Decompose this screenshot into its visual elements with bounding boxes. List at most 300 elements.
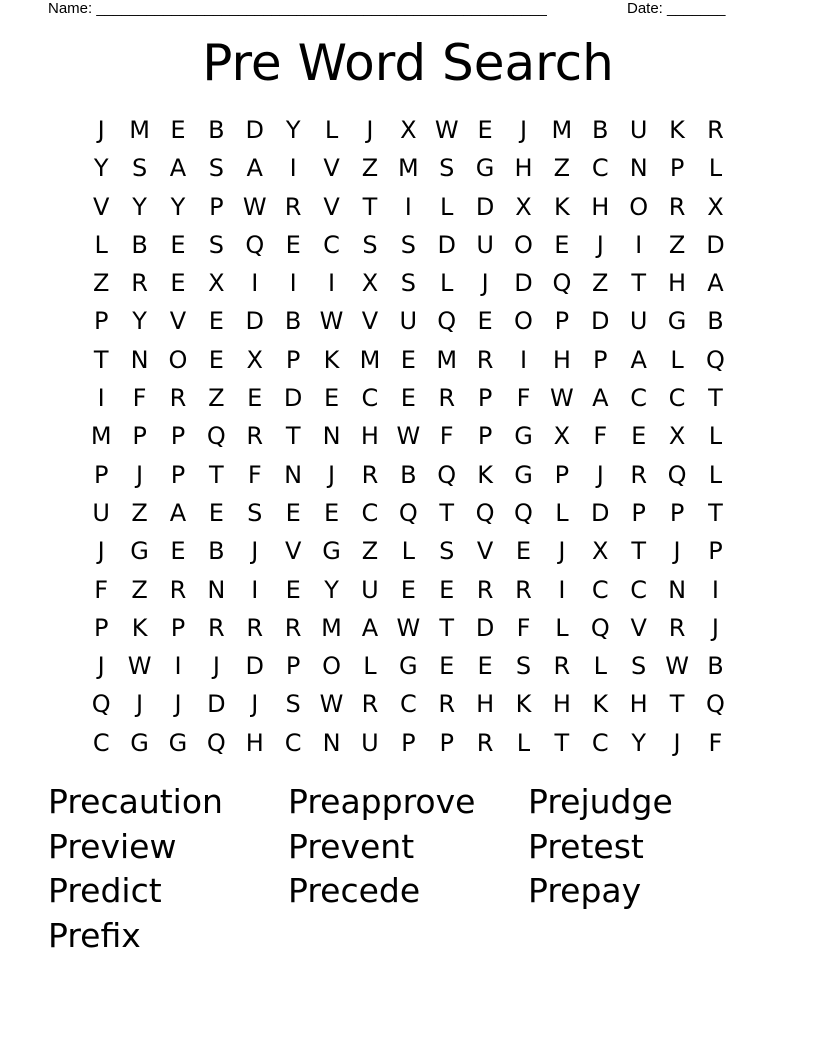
word-list-item: Prefix <box>48 915 141 955</box>
grid-cell: I <box>97 384 105 413</box>
grid-cell: N <box>629 154 648 183</box>
grid-cell: U <box>476 230 494 259</box>
grid-cell: H <box>476 690 495 719</box>
grid-cell: U <box>361 728 379 757</box>
grid-cell: J <box>97 652 105 681</box>
name-field-label: Name: ______________________________________________________ <box>48 0 547 17</box>
grid-cell: K <box>515 690 532 719</box>
grid-cell: Q <box>590 613 610 642</box>
grid-cell: S <box>208 154 224 183</box>
grid-cell: S <box>515 652 532 681</box>
grid-cell: E <box>208 307 224 336</box>
grid-cell: Z <box>131 575 148 604</box>
grid-cell: E <box>631 422 647 451</box>
grid-cell: D <box>591 307 610 336</box>
grid-cell: T <box>554 728 570 757</box>
grid-cell: P <box>554 460 570 489</box>
grid-cell: L <box>670 345 684 374</box>
grid-cell: A <box>361 613 379 642</box>
grid-cell: I <box>558 575 566 604</box>
grid-cell: I <box>635 230 643 259</box>
grid-cell: V <box>284 537 302 566</box>
grid-cell: T <box>209 460 224 489</box>
grid-cell: F <box>132 384 147 413</box>
grid-cell: H <box>360 422 379 451</box>
grid-cell: K <box>131 613 148 642</box>
grid-cell: M <box>321 613 342 642</box>
grid-cell: N <box>130 345 149 374</box>
grid-cell: L <box>440 192 454 221</box>
grid-cell: W <box>665 652 689 681</box>
grid-cell: A <box>630 345 647 374</box>
grid-cell: D <box>207 690 226 719</box>
grid-cell: H <box>591 192 610 221</box>
grid-cell: R <box>515 575 532 604</box>
grid-cell: F <box>94 575 109 604</box>
grid-cell: P <box>209 192 224 221</box>
grid-cell: Q <box>91 690 111 719</box>
grid-cell: R <box>169 384 187 413</box>
grid-cell: I <box>251 575 259 604</box>
grid-cell: X <box>668 422 686 451</box>
grid-cell: S <box>247 498 263 527</box>
grid-cell: G <box>514 422 533 451</box>
grid-cell: J <box>596 460 604 489</box>
grid-cell: N <box>207 575 226 604</box>
grid-cell: Z <box>668 230 686 259</box>
grid-cell: T <box>631 269 646 298</box>
grid-cell: I <box>404 192 412 221</box>
grid-cell: U <box>399 307 418 336</box>
grid-cell: Z <box>131 498 148 527</box>
grid-cell: V <box>323 154 340 183</box>
grid-cell: Z <box>592 269 609 298</box>
grid-cell: R <box>668 613 686 642</box>
grid-cell: L <box>363 652 377 681</box>
grid-cell: J <box>174 690 182 719</box>
grid-cell: D <box>475 613 495 642</box>
grid-cell: R <box>169 575 187 604</box>
grid-cell: E <box>554 230 570 259</box>
grid-cell: N <box>668 575 687 604</box>
grid-cell: D <box>283 384 303 413</box>
grid-cell: H <box>245 728 264 757</box>
grid-cell: L <box>708 154 723 183</box>
grid-cell: W <box>550 384 574 413</box>
grid-cell: G <box>399 652 418 681</box>
grid-cell: Q <box>475 498 495 527</box>
grid-cell: E <box>439 652 455 681</box>
grid-cell: G <box>667 307 687 336</box>
grid-cell: M <box>90 422 112 451</box>
grid-cell: Z <box>92 269 110 298</box>
grid-cell: Y <box>324 575 339 604</box>
grid-cell: X <box>592 537 609 566</box>
grid-cell: T <box>439 498 455 527</box>
grid-cell: P <box>631 498 646 527</box>
grid-cell: R <box>476 345 494 374</box>
grid-cell: J <box>558 537 566 566</box>
grid-cell: F <box>593 422 608 451</box>
grid-cell: C <box>591 575 609 604</box>
grid-cell: S <box>400 269 416 298</box>
grid-cell: C <box>361 498 379 527</box>
grid-cell: N <box>322 728 341 757</box>
grid-cell: H <box>552 690 571 719</box>
grid-cell: Y <box>132 192 147 221</box>
grid-cell: Q <box>245 230 265 259</box>
grid-cell: X <box>361 269 379 298</box>
grid-cell: P <box>708 537 723 566</box>
grid-cell: P <box>554 307 570 336</box>
grid-cell: R <box>438 384 456 413</box>
grid-cell: E <box>170 537 186 566</box>
grid-cell: L <box>708 422 723 451</box>
grid-cell: G <box>168 728 188 757</box>
grid-cell: X <box>515 192 532 221</box>
grid-cell: P <box>285 652 301 681</box>
grid-cell: B <box>131 230 148 259</box>
grid-cell: D <box>706 230 725 259</box>
grid-cell: R <box>438 690 456 719</box>
grid-cell: E <box>477 116 493 144</box>
grid-cell: R <box>284 192 302 221</box>
grid-cell: K <box>669 116 685 144</box>
grid-cell: Q <box>514 498 533 527</box>
grid-cell: L <box>593 652 607 681</box>
grid-cell: U <box>629 116 648 144</box>
grid-cell: S <box>400 230 416 259</box>
grid-cell: N <box>284 460 303 489</box>
grid-cell: F <box>708 728 723 757</box>
grid-cell: C <box>668 384 686 413</box>
grid-cell: T <box>631 537 646 566</box>
word-list-item: Preapprove <box>288 782 476 821</box>
grid-cell: T <box>669 690 685 719</box>
grid-cell: C <box>399 690 417 719</box>
grid-cell: P <box>439 728 454 757</box>
grid-cell: J <box>519 116 528 144</box>
grid-cell: W <box>242 192 267 221</box>
grid-cell: J <box>251 537 259 566</box>
grid-cell: M <box>129 116 150 144</box>
grid-cell: Q <box>552 269 572 298</box>
grid-cell: L <box>440 269 454 298</box>
grid-cell: A <box>592 384 609 413</box>
word-list <box>48 780 768 958</box>
grid-cell: R <box>553 652 571 681</box>
grid-cell: U <box>629 307 648 336</box>
grid-cell: D <box>514 269 533 298</box>
grid-cell: J <box>136 460 144 489</box>
grid-cell: R <box>284 613 302 642</box>
grid-cell: C <box>361 384 379 413</box>
grid-cell: Q <box>706 345 725 374</box>
header-line <box>48 0 748 20</box>
grid-cell: D <box>245 116 264 144</box>
page-title: Pre Word Search <box>202 34 614 92</box>
grid-cell: L <box>516 728 531 757</box>
grid-cell: O <box>322 652 341 681</box>
grid-cell: P <box>477 422 493 451</box>
grid-cell: S <box>439 154 455 183</box>
grid-cell: E <box>208 345 224 374</box>
grid-cell: R <box>630 460 647 489</box>
grid-cell: E <box>285 575 301 604</box>
grid-cell: Q <box>206 422 226 451</box>
grid-cell: P <box>669 154 685 183</box>
grid-cell: S <box>208 230 224 259</box>
grid-cell: R <box>361 460 379 489</box>
grid-cell: Q <box>667 460 687 489</box>
grid-cell: Z <box>361 154 379 183</box>
grid-cell: H <box>629 690 648 719</box>
grid-cell: Y <box>132 307 147 336</box>
grid-cell: E <box>439 575 455 604</box>
word-list-item: Precaution <box>48 782 223 821</box>
grid-cell: S <box>439 537 455 566</box>
grid-cell: J <box>97 537 105 566</box>
grid-cell: P <box>93 307 109 336</box>
grid-cell: G <box>475 154 495 183</box>
grid-cell: Z <box>208 384 225 413</box>
grid-cell: K <box>592 690 609 719</box>
grid-cell: V <box>361 307 379 336</box>
grid-cell: Y <box>631 728 646 757</box>
word-list-item: Prepay <box>528 871 642 910</box>
word-list-item: Prejudge <box>528 782 673 821</box>
grid-cell: J <box>673 728 681 757</box>
grid-cell: G <box>514 460 533 489</box>
grid-cell: C <box>630 384 648 413</box>
grid-cell: Q <box>437 307 457 336</box>
grid-cell: P <box>170 422 186 451</box>
grid-cell: W <box>127 652 152 681</box>
grid-cell: E <box>400 384 416 413</box>
grid-cell: L <box>708 460 723 489</box>
grid-cell: H <box>668 269 687 298</box>
grid-cell: J <box>673 537 681 566</box>
grid-cell: D <box>591 498 610 527</box>
grid-cell: T <box>708 384 723 413</box>
grid-cell: E <box>477 307 493 336</box>
grid-cell: P <box>285 345 301 374</box>
grid-cell: A <box>707 269 724 298</box>
grid-cell: P <box>93 613 109 642</box>
grid-cell: J <box>97 116 105 144</box>
grid-cell: N <box>322 422 341 451</box>
grid-cell: O <box>514 307 533 336</box>
grid-cell: V <box>92 192 110 221</box>
grid-cell: I <box>174 652 182 681</box>
grid-cell: B <box>707 652 724 681</box>
word-list-item: Precede <box>288 871 421 910</box>
grid-cell: L <box>401 537 415 566</box>
grid-cell: R <box>246 613 264 642</box>
grid-cell: Y <box>93 154 109 183</box>
grid-cell: T <box>93 345 109 374</box>
grid-cell: W <box>396 422 421 451</box>
grid-cell: I <box>289 154 297 183</box>
grid-cell: Q <box>398 498 418 527</box>
grid-cell: X <box>400 116 417 144</box>
grid-cell: C <box>284 728 302 757</box>
grid-cell: B <box>707 307 724 336</box>
grid-cell: E <box>247 384 263 413</box>
grid-cell: X <box>246 345 263 374</box>
grid-cell: W <box>396 613 421 642</box>
word-list-item: Predict <box>48 871 162 910</box>
grid-cell: R <box>668 192 686 221</box>
grid-cell: A <box>246 154 263 183</box>
grid-cell: R <box>361 690 379 719</box>
grid-cell: E <box>515 537 532 566</box>
grid-cell: D <box>475 192 495 221</box>
grid-cell: J <box>251 690 259 719</box>
grid-cell: I <box>289 269 297 298</box>
grid-cell: S <box>631 652 647 681</box>
grid-cell: J <box>711 613 719 642</box>
grid-cell: Y <box>170 192 186 221</box>
grid-cell: A <box>169 154 187 183</box>
grid-cell: J <box>481 269 489 298</box>
grid-cell: P <box>132 422 147 451</box>
grid-cell: F <box>516 384 531 413</box>
grid-cell: I <box>251 269 259 298</box>
grid-cell: P <box>170 460 186 489</box>
grid-cell: P <box>401 728 416 757</box>
grid-cell: M <box>436 345 458 374</box>
grid-cell: D <box>245 652 264 681</box>
grid-cell: B <box>208 116 225 144</box>
grid-cell: E <box>323 384 340 413</box>
grid-cell: K <box>554 192 570 221</box>
grid-cell: T <box>439 613 455 642</box>
grid-cell: W <box>319 690 344 719</box>
grid-cell: X <box>208 269 225 298</box>
grid-cell: V <box>630 613 647 642</box>
grid-cell: J <box>366 116 374 144</box>
grid-cell: E <box>477 652 493 681</box>
grid-cell: C <box>92 728 110 757</box>
grid-cell: I <box>328 269 336 298</box>
grid-cell: O <box>629 192 649 221</box>
grid-cell: L <box>94 230 108 259</box>
grid-cell: Y <box>285 116 301 144</box>
grid-cell: T <box>285 422 301 451</box>
grid-cell: C <box>630 575 648 604</box>
grid-cell: E <box>285 498 301 527</box>
grid-cell: G <box>130 537 149 566</box>
grid-cell: U <box>361 575 379 604</box>
grid-cell: G <box>322 537 341 566</box>
grid-cell: T <box>362 192 378 221</box>
grid-cell: E <box>170 230 186 259</box>
grid-cell: M <box>551 116 573 144</box>
word-list-item: Pretest <box>528 826 644 866</box>
grid-cell: H <box>552 345 571 374</box>
grid-cell: V <box>476 537 494 566</box>
grid-cell: E <box>400 345 416 374</box>
grid-cell: D <box>437 230 456 259</box>
grid-cell: J <box>212 652 220 681</box>
grid-cell: L <box>324 116 339 144</box>
grid-cell: E <box>285 230 301 259</box>
grid-cell: U <box>92 498 110 527</box>
date-field-label: Date: _______ <box>627 0 726 17</box>
grid-cell: E <box>208 498 224 527</box>
grid-cell: F <box>247 460 262 489</box>
grid-cell: R <box>131 269 148 298</box>
grid-cell: M <box>359 345 381 374</box>
grid-cell: V <box>323 192 340 221</box>
grid-cell: C <box>591 728 609 757</box>
grid-cell: T <box>708 498 723 527</box>
grid-cell: Q <box>706 690 725 719</box>
grid-cell: R <box>246 422 264 451</box>
grid-cell: E <box>170 116 186 144</box>
grid-cell: O <box>514 230 533 259</box>
grid-cell: B <box>284 307 302 336</box>
grid-cell: B <box>400 460 417 489</box>
grid-cell: B <box>208 537 225 566</box>
grid-cell: J <box>596 230 604 259</box>
grid-cell: I <box>711 575 719 604</box>
grid-cell: G <box>130 728 149 757</box>
word-list-item: Prevent <box>288 826 415 866</box>
grid-cell: X <box>707 192 724 221</box>
grid-cell: K <box>477 460 493 489</box>
grid-cell: E <box>400 575 416 604</box>
grid-cell: S <box>131 154 148 183</box>
grid-cell: L <box>555 498 569 527</box>
grid-cell: B <box>592 116 609 144</box>
grid-cell: R <box>208 613 225 642</box>
grid-cell: S <box>285 690 301 719</box>
grid-cell: W <box>319 307 344 336</box>
grid-cell: E <box>323 498 340 527</box>
grid-cell: Q <box>206 728 226 757</box>
letter-grid <box>82 111 735 762</box>
grid-cell: W <box>434 116 459 144</box>
grid-cell: D <box>245 307 264 336</box>
grid-cell: R <box>476 575 494 604</box>
grid-cell: Z <box>361 537 379 566</box>
grid-cell: M <box>397 154 419 183</box>
grid-cell: S <box>362 230 378 259</box>
grid-cell: F <box>516 613 531 642</box>
grid-cell: H <box>514 154 533 183</box>
grid-cell: E <box>170 269 186 298</box>
grid-cell: P <box>93 460 109 489</box>
grid-cell: O <box>168 345 188 374</box>
grid-cell: R <box>476 728 494 757</box>
word-list-item: Preview <box>48 826 177 866</box>
grid-cell: R <box>707 116 724 144</box>
grid-cell: F <box>439 422 454 451</box>
grid-cell: V <box>169 307 187 336</box>
grid-cell: P <box>477 384 493 413</box>
grid-cell: Q <box>437 460 457 489</box>
grid-cell: L <box>555 613 569 642</box>
grid-cell: J <box>328 460 336 489</box>
grid-cell: P <box>593 345 608 374</box>
grid-cell: I <box>519 345 528 374</box>
grid-cell: C <box>323 230 340 259</box>
grid-cell: A <box>169 498 187 527</box>
grid-cell: P <box>669 498 685 527</box>
grid-cell: K <box>323 345 340 374</box>
